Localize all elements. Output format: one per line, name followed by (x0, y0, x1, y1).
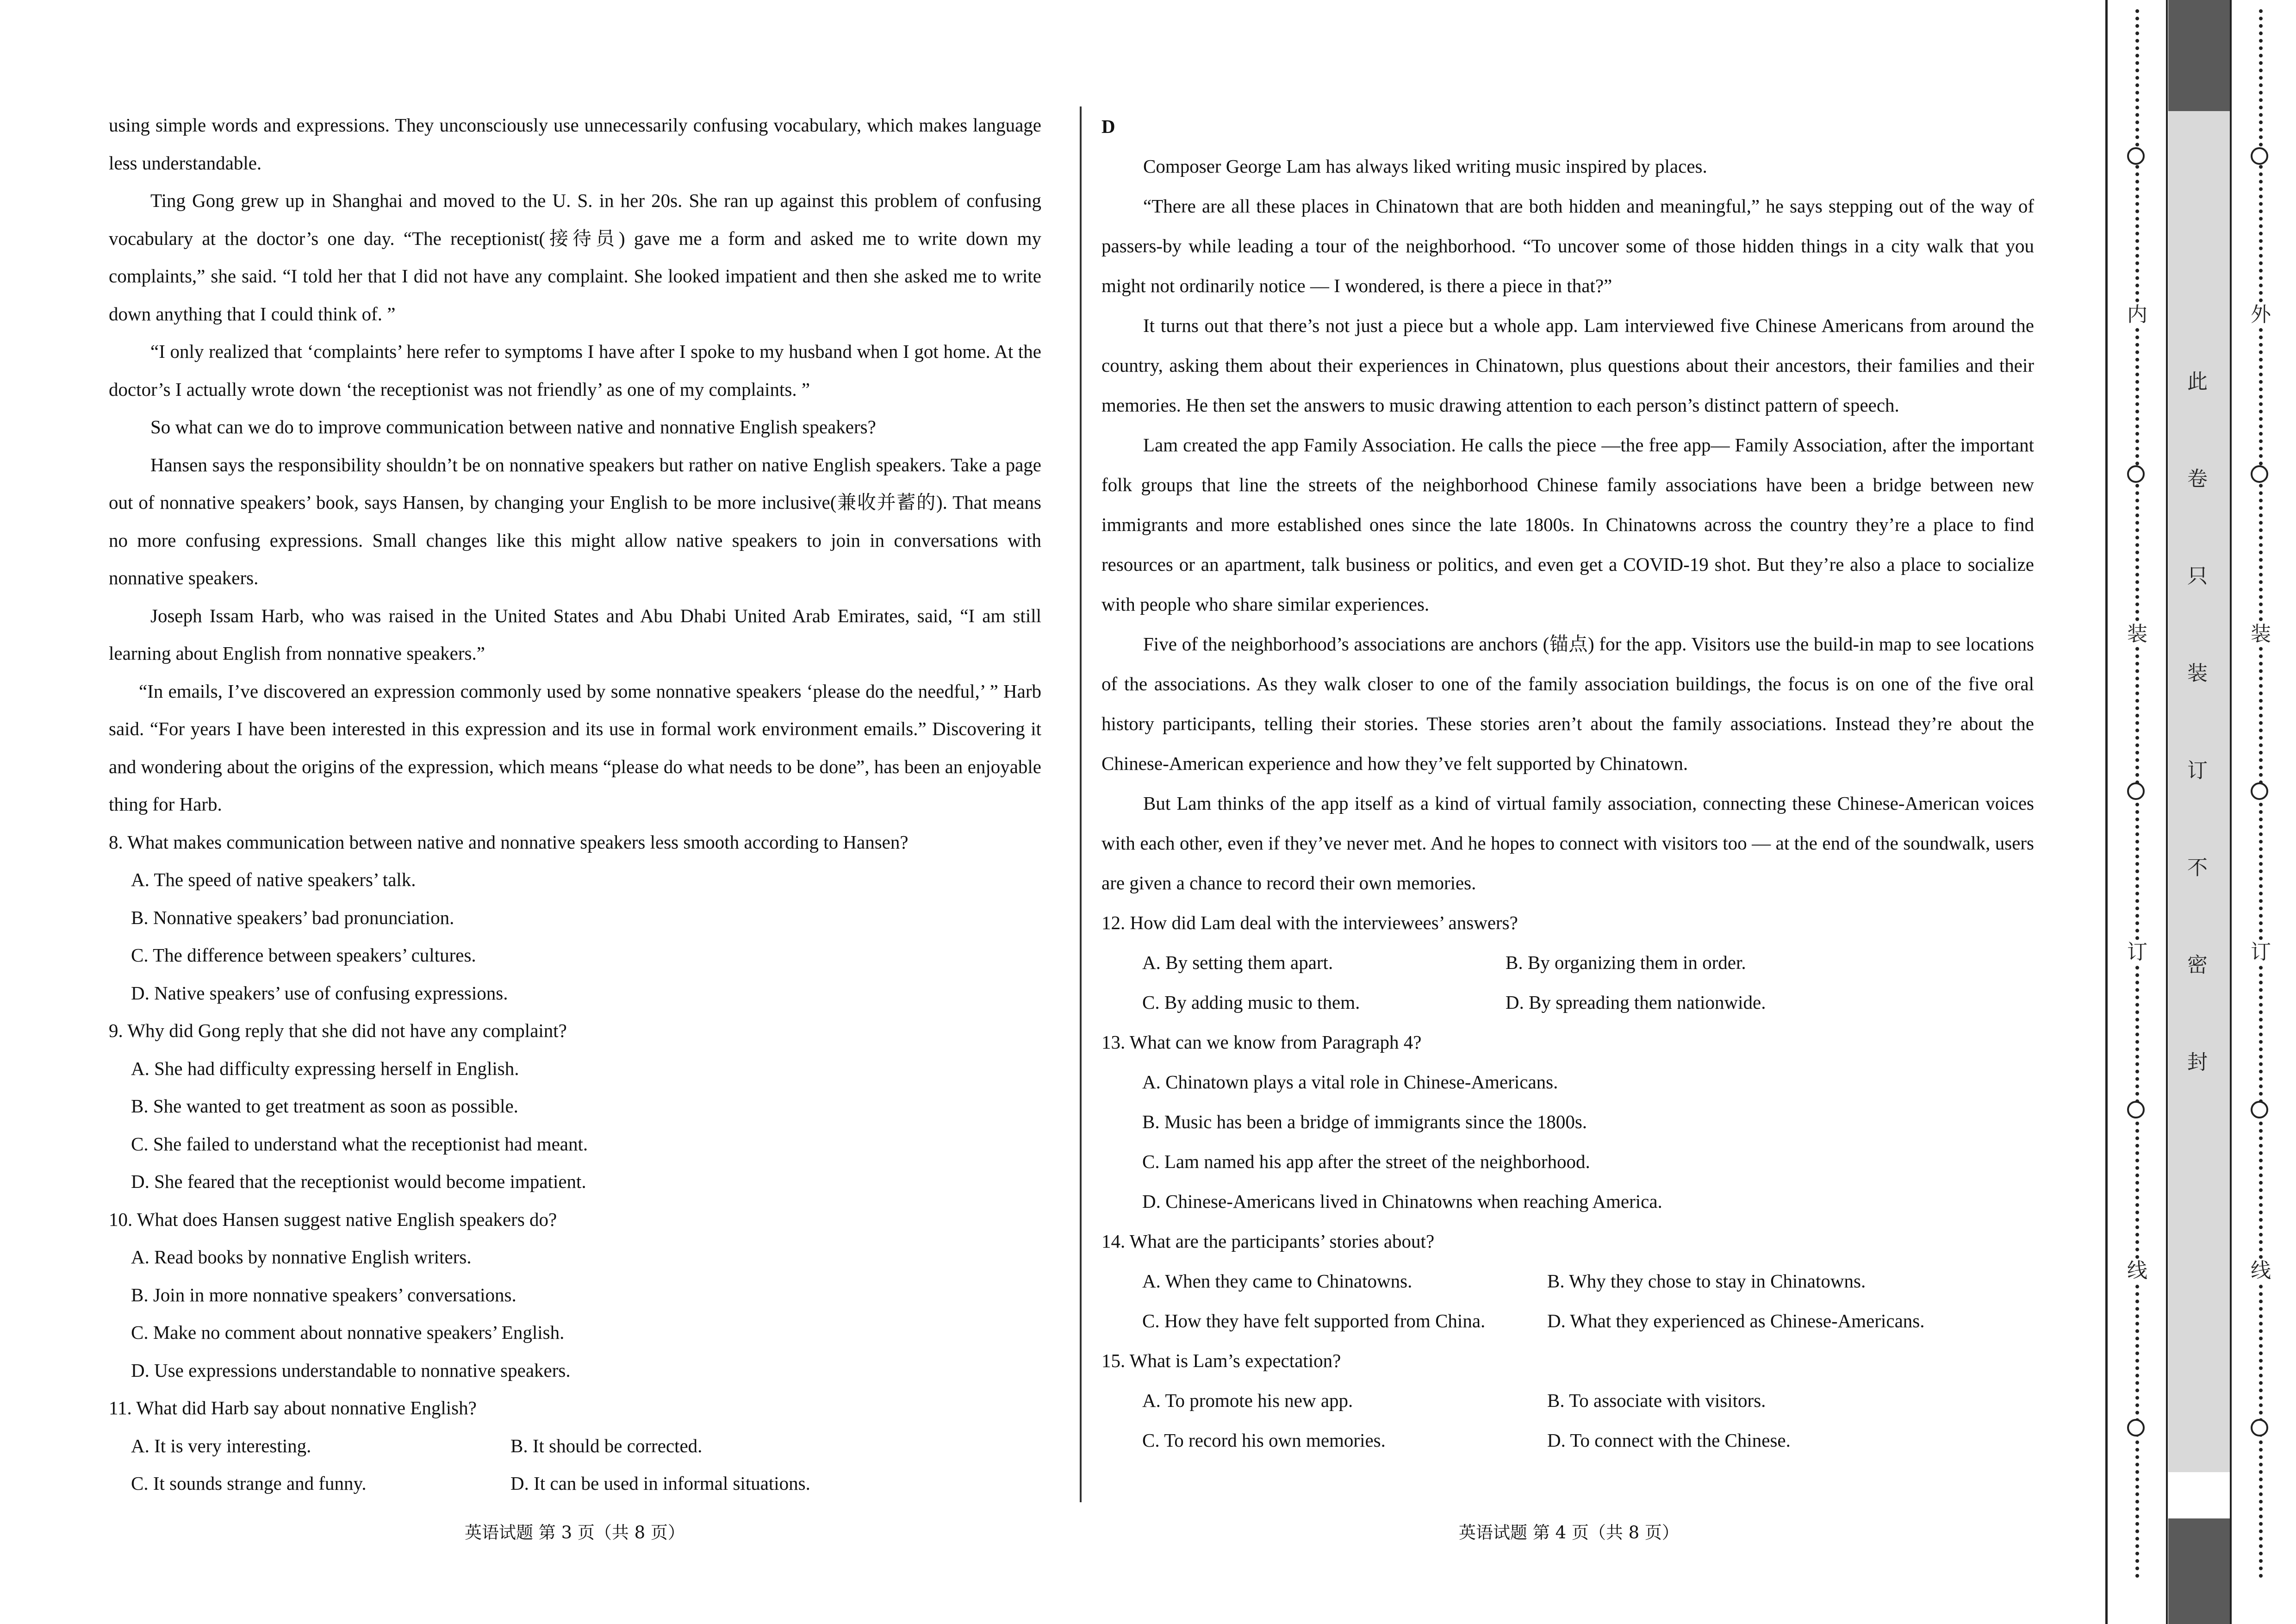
question-11-option-d[interactable]: D. It can be used in informal situations. (510, 1473, 810, 1494)
question-9: 9. Why did Gong reply that she did not have any complaint? (109, 1020, 567, 1041)
question-14-option-b[interactable]: B. Why they chose to stay in Chinatowns. (1547, 1270, 1866, 1292)
question-8-option-a[interactable]: A. The speed of native speakers’ talk. (131, 869, 416, 890)
question-14-options-row-2 (1101, 1301, 2034, 1341)
passage-d-paragraph: Five of the neighborhood’s associations are anchors (锚点) for the app. Visitors use the build-in map to see locations of the associations. As they walk closer to one of the family association buildings, the focus is on one of the five oral history participants, telling their stories. These stories aren’t about the family associations. Instead they’re about the Chinese-American experience and how they’ve felt supported by Chinatown. (1101, 633, 2034, 774)
question-15-options-row-1 (1101, 1380, 2034, 1420)
column-divider (1080, 106, 1082, 1502)
question-14: 14. What are the participants’ stories about? (1101, 1230, 1435, 1252)
question-12-option-a[interactable]: A. By setting them apart. (1142, 952, 1333, 973)
outer-line-char: 线 (2251, 1259, 2271, 1282)
question-8-option-c[interactable]: C. The difference between speakers’ cultures. (131, 944, 476, 966)
binding-rule-inner (2166, 0, 2168, 1624)
page-footer-right: 英语试题 第 4 页（共 8 页） (1459, 1523, 1679, 1543)
passage-d-paragraph: It turns out that there’s not just a piece but a whole app. Lam interviewed five Chinese Americans from around the country, asking them about their experiences in Chinatown, plus questions about their ancestors, their families and their memories. He then set the answers to music drawing attention to each person’s distinct pattern of speech. (1101, 315, 2034, 416)
question-14-options-row-1 (1101, 1261, 2034, 1301)
passage-c-paragraph: Joseph Issam Harb, who was raised in the United States and Abu Dhabi United Arab Emirates, said, “I am still learning about English from nonnative speakers.” (109, 605, 1041, 664)
question-13-option-c[interactable]: C. Lam named his app after the street of the neighborhood. (1142, 1151, 1590, 1172)
left-column (109, 106, 1041, 1503)
question-10: 10. What does Hansen suggest native English speakers do? (109, 1208, 557, 1230)
question-13-option-d[interactable]: D. Chinese-Americans lived in Chinatowns when reaching America. (1142, 1191, 1662, 1212)
inner-circle-mark (2127, 147, 2145, 165)
outer-circle-mark (2251, 782, 2268, 800)
question-12-options-row-1 (1101, 943, 2034, 982)
binding-border-line (2105, 0, 2108, 1624)
band-char: 密 (2187, 953, 2208, 977)
band-char: 封 (2187, 1050, 2208, 1074)
question-9-option-d[interactable]: D. She feared that the receptionist would become impatient. (131, 1171, 586, 1192)
passage-d-paragraph: But Lam thinks of the app itself as a kind of virtual family association, connecting these Chinese-American voices with each other, even if they’ve never met. And he hopes to connect with visitors too — at the end of the soundwalk, users are given a chance to record their own memories. (1101, 793, 2034, 893)
question-13: 13. What can we know from Paragraph 4? (1101, 1031, 1422, 1053)
question-11-option-b[interactable]: B. It should be corrected. (510, 1435, 703, 1456)
question-15-option-c[interactable]: C. To record his own memories. (1142, 1430, 1386, 1451)
question-8-option-b[interactable]: B. Nonnative speakers’ bad pronunciation. (131, 906, 454, 928)
outer-circle-mark (2251, 1419, 2268, 1437)
passage-c-paragraph: Hansen says the responsibility shouldn’t be on nonnative speakers but rather on native English speakers. Take a page out of nonnative speakers’ book, says Hansen, by changing your English to be more inclusive(兼收并蓄的). That means no more confusing expressions. Small changes like this might allow native speakers to join in conversations with nonnative speakers. (109, 454, 1041, 588)
question-12-option-d[interactable]: D. By spreading them nationwide. (1506, 992, 1766, 1013)
question-12-option-c[interactable]: C. By adding music to them. (1142, 992, 1360, 1013)
question-9-option-b[interactable]: B. She wanted to get treatment as soon as possible. (131, 1095, 518, 1117)
passage-c-paragraph: “I only realized that ‘complaints’ here refer to symptoms I have after I spoke to my husband when I got home. At the doctor’s I actually wrote down ‘the receptionist was not friendly’ as one of my complaints. ” (109, 341, 1041, 400)
question-11-options-row-2 (109, 1465, 1041, 1503)
inner-circle-mark (2127, 1419, 2145, 1437)
inner-line-char: 线 (2127, 1259, 2147, 1282)
inner-circle-mark (2127, 465, 2145, 483)
passage-d-paragraph: Composer George Lam has always liked writing music inspired by places. (1143, 156, 1707, 177)
question-10-option-a[interactable]: A. Read books by nonnative English writers. (131, 1246, 472, 1268)
question-15-option-b[interactable]: B. To associate with visitors. (1547, 1390, 1766, 1411)
binding-dark-block-top (2168, 0, 2230, 111)
band-char: 卷 (2187, 467, 2208, 491)
question-15-options-row-2 (1101, 1420, 2034, 1460)
band-char: 只 (2187, 564, 2208, 588)
question-15-option-d[interactable]: D. To connect with the Chinese. (1547, 1430, 1791, 1451)
passage-c-paragraph: “In emails, I’ve discovered an expression commonly used by some nonnative speakers ‘please do the needful,’ ” Harb said. “For years I have been interested in this expression and its use in formal work environment emails.” Discovering it and wondering about the origins of the expression, which means “please do what needs to be done”, has been an enjoyable thing for Harb. (109, 680, 1041, 815)
question-12-option-b[interactable]: B. By organizing them in order. (1506, 952, 1746, 973)
question-13-option-b[interactable]: B. Music has been a bridge of immigrants since the 1800s. (1142, 1111, 1587, 1132)
outer-line-char: 装 (2251, 622, 2271, 646)
passage-d-paragraph: Lam created the app Family Association. He calls the piece —the free app— Family Association, after the important folk groups that line the streets of the neighborhood Chinese family associations have been a bridge between new immigrants and more established ones since the late 1800s. In Chinatowns across the country they’re a place to find resources or an apartment, talk business or politics, and even get a COVID-19 shot. But they’re also a place to socialize with people who share similar experiences. (1101, 434, 2034, 615)
inner-circle-mark (2127, 1101, 2145, 1118)
question-10-option-b[interactable]: B. Join in more nonnative speakers’ conversations. (131, 1284, 516, 1305)
passage-c-paragraph: using simple words and expressions. They unconsciously use unnecessarily confusing vocabulary, which makes language less understandable. (109, 114, 1041, 174)
question-12: 12. How did Lam deal with the interviewees’ answers? (1101, 912, 1518, 933)
binding-dark-block-bottom (2168, 1518, 2230, 1624)
passage-c-paragraph: So what can we do to improve communication between native and nonnative English speakers? (150, 416, 876, 437)
outer-line-char: 外 (2251, 303, 2271, 326)
question-14-option-d[interactable]: D. What they experienced as Chinese-Americans. (1547, 1310, 1925, 1331)
band-char: 不 (2187, 856, 2208, 880)
passage-c-paragraph: Ting Gong grew up in Shanghai and moved to the U. S. in her 20s. She ran up against this problem of confusing vocabulary at the doctor’s one day. “The receptionist(接待员) gave me a form and asked me to write down my complaints,” she said. “I told her that I did not have any complaint. She looked impatient and then she asked me to write down anything that I could think of. ” (109, 190, 1041, 325)
question-10-option-c[interactable]: C. Make no comment about nonnative speakers’ English. (131, 1322, 565, 1343)
inner-line-char: 内 (2127, 303, 2147, 326)
question-12-options-row-2 (1101, 982, 2034, 1022)
inner-circle-mark (2127, 782, 2145, 800)
outer-circle-mark (2251, 1101, 2268, 1118)
question-15: 15. What is Lam’s expectation? (1101, 1350, 1341, 1371)
question-11: 11. What did Harb say about nonnative English? (109, 1397, 477, 1418)
question-13-option-a[interactable]: A. Chinatown plays a vital role in Chinese-Americans. (1142, 1071, 1558, 1093)
question-9-option-a[interactable]: A. She had difficulty expressing herself in English. (131, 1057, 519, 1079)
question-8-option-d[interactable]: D. Native speakers’ use of confusing expressions. (131, 982, 508, 1004)
band-char: 装 (2187, 662, 2208, 685)
question-8: 8. What makes communication between native and nonnative speakers less smooth according to Hansen? (109, 831, 908, 853)
binding-gray-band (2168, 111, 2230, 1472)
inner-line-char: 装 (2127, 622, 2147, 646)
question-11-options-row-1 (109, 1427, 1041, 1465)
question-10-option-d[interactable]: D. Use expressions understandable to nonnative speakers. (131, 1359, 571, 1381)
passage-d-paragraph: “There are all these places in Chinatown that are both hidden and meaningful,” he says stepping out of the way of passers-by while leading a tour of the neighborhood. “To uncover some of those hidden things in a city walk that you might not ordinarily notice — I wondered, is there a piece in that?” (1101, 195, 2034, 296)
band-char: 此 (2187, 370, 2208, 394)
question-11-option-a[interactable]: A. It is very interesting. (131, 1435, 311, 1456)
right-column (1101, 106, 2034, 1460)
band-char: 订 (2187, 759, 2208, 782)
question-14-option-c[interactable]: C. How they have felt supported from China. (1142, 1310, 1486, 1331)
binding-rule-outer (2230, 0, 2232, 1624)
outer-line-char: 订 (2251, 940, 2271, 964)
outer-circle-mark (2251, 465, 2268, 483)
question-9-option-c[interactable]: C. She failed to understand what the receptionist had meant. (131, 1133, 588, 1155)
inner-line-char: 订 (2127, 940, 2147, 964)
outer-circle-mark (2251, 147, 2268, 165)
section-heading: D (1101, 116, 1115, 137)
question-11-option-c[interactable]: C. It sounds strange and funny. (131, 1473, 367, 1494)
question-14-option-a[interactable]: A. When they came to Chinatowns. (1142, 1270, 1412, 1292)
page-footer-left: 英语试题 第 3 页（共 8 页） (465, 1523, 685, 1543)
question-15-option-a[interactable]: A. To promote his new app. (1142, 1390, 1353, 1411)
